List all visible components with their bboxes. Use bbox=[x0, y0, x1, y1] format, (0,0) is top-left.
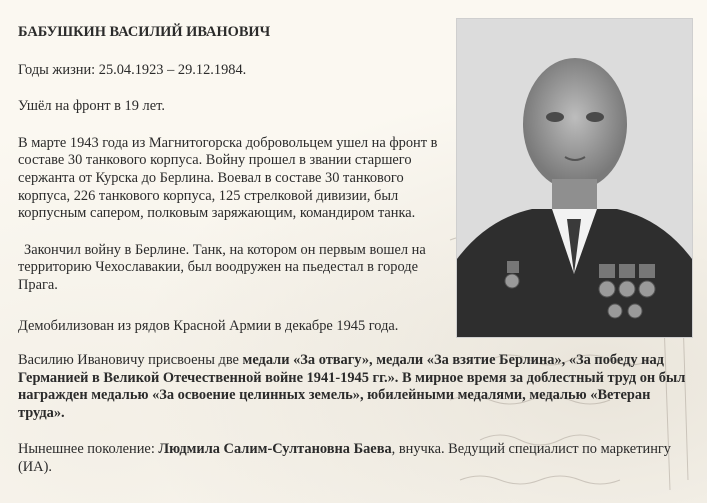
end-of-war-paragraph: Закончил войну в Берлине. Танк, на котором он первым вошел на территорию Чехославакии, был воодружен на пьедестал в городе Прага. bbox=[18, 241, 426, 293]
portrait-photo bbox=[456, 18, 693, 338]
awards-prefix: Василию Ивановичу присвоены две bbox=[18, 352, 243, 368]
generation-suffix: , внучка. Ведущий специалист по маркетингу (ИА). bbox=[18, 441, 671, 475]
generation-prefix: Нынешнее поколение: bbox=[18, 441, 159, 458]
biography-text bbox=[18, 24, 458, 295]
years-of-life: Годы жизни: 25.04.1923 – 29.12.1984. bbox=[18, 61, 247, 78]
descendant-name: Людмила Салим-Султановна Баева bbox=[158, 441, 392, 458]
awards-and-family bbox=[18, 352, 698, 496]
person-name-heading: БАБУШКИН ВАСИЛИЙ ИВАНОВИЧ bbox=[18, 24, 271, 40]
awards-list: медали «За отвагу», медали «За взятие Берлина», «За победу над Германией в Великой Отечественной войне 1941-1945 гг.». В мирное время за доблестный труд он был награжден медалью «За освоение целинных земель», юбилейными медалями, медалью «Ветеран труда». bbox=[18, 352, 686, 421]
generation-paragraph bbox=[18, 441, 698, 476]
awards-paragraph bbox=[18, 352, 698, 422]
service-paragraph: В марте 1943 года из Магнитогорска добровольцем ушел на фронт в составе 30 танкового корпуса. Войну прошел в звании старшего сержанта от Курска до Берлина. Воевал в составе 30 танкового корпуса, 226 танкового корпуса, 125 стрелковой дивизии, был корпусным сапером, полковым заряжающим, командиром танка. bbox=[18, 134, 438, 222]
demobilization-text: Демобилизован из рядов Красной Армии в декабре 1945 года. bbox=[18, 318, 399, 334]
went-to-front: Ушёл на фронт в 19 лет. bbox=[18, 98, 165, 115]
